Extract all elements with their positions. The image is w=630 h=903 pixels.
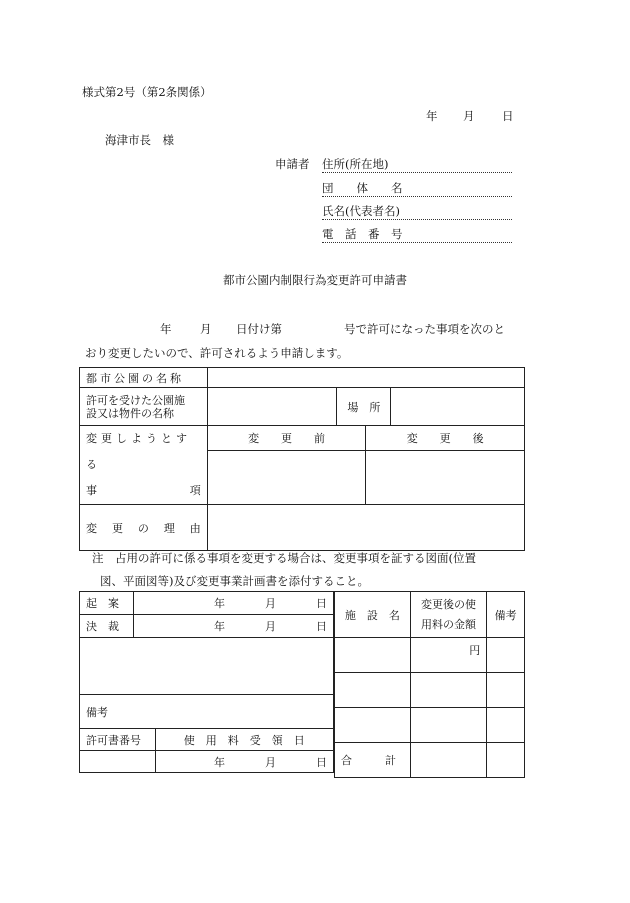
kian-day: 日	[316, 597, 327, 610]
place-label: 場 所	[337, 388, 391, 426]
fee-header-line1: 変更後の使	[421, 597, 476, 611]
applicant-group-label: 団 体 名	[322, 181, 403, 195]
note-line1: 注 占用の許可に係る事項を変更する場合は、変更事項を証する図面(位置	[92, 551, 476, 565]
fee-row3[interactable]	[410, 708, 486, 743]
kessai-date[interactable]	[133, 615, 333, 638]
reason-text	[86, 520, 201, 536]
park-name-value[interactable]	[207, 368, 524, 388]
applicant-group[interactable]	[322, 180, 512, 197]
yen-cell[interactable]: 円	[410, 638, 486, 673]
change-item-word2: 項	[189, 484, 201, 497]
date-day: 日	[502, 109, 514, 123]
office-table-left	[79, 591, 334, 773]
change-item-label	[80, 426, 208, 505]
reason-char-5: 由	[189, 521, 201, 535]
kessai-year: 年	[214, 620, 225, 633]
after-header: 変 更 後	[366, 426, 525, 451]
body-month: 月	[200, 322, 212, 336]
before-value[interactable]	[207, 450, 366, 504]
reason-char-3: の	[137, 521, 149, 535]
applicant-label: 申請者	[275, 157, 310, 171]
body-year: 年	[160, 322, 172, 336]
date-month: 月	[463, 109, 475, 123]
document-title: 都市公園内制限行為変更許可申請書	[223, 273, 407, 287]
fee-date-label: 使 用 料 受 領 日	[155, 729, 333, 751]
facility-value[interactable]	[207, 388, 337, 426]
addressee: 海津市長 様	[105, 133, 174, 147]
permit-no-value[interactable]	[80, 751, 156, 773]
before-header: 変 更 前	[207, 426, 366, 451]
change-item-line1: 変更しようとする	[86, 432, 191, 471]
fee-row2[interactable]	[410, 673, 486, 708]
fee-header	[410, 592, 486, 638]
kian-date[interactable]	[133, 592, 333, 615]
after-value[interactable]	[366, 450, 525, 504]
facility-name-header: 施 設 名	[335, 592, 411, 638]
fee-day: 日	[316, 755, 327, 769]
body-date-suffix: 日付け第	[236, 322, 282, 336]
facility-row2[interactable]	[335, 673, 411, 708]
reason-char-2: 更	[111, 521, 123, 535]
change-item-line2	[86, 478, 201, 504]
form-number: 様式第2号（第2条関係）	[82, 85, 212, 99]
facility-label-line2: 設又は物件の名称	[86, 406, 174, 420]
reason-char-4: 理	[163, 521, 175, 535]
total-label: 合 計	[335, 743, 411, 778]
facility-label-line1: 許可を受けた公園施	[86, 393, 185, 407]
applicant-name-label: 氏名(代表者名)	[322, 204, 400, 218]
applicant-address[interactable]	[322, 156, 512, 173]
biko-row2[interactable]	[487, 673, 525, 708]
change-item-word1: 事	[86, 484, 97, 497]
change-table	[79, 367, 525, 551]
facility-label	[80, 388, 208, 426]
applicant-phone[interactable]	[322, 226, 512, 243]
kian-year: 年	[214, 597, 225, 610]
reason-char-1: 変	[86, 521, 97, 535]
biko-row1[interactable]	[487, 638, 525, 673]
reason-label	[80, 505, 208, 551]
kian-month: 月	[265, 597, 276, 610]
fee-year: 年	[214, 755, 225, 769]
body-tail: 号で許可になった事項を次のと	[344, 322, 505, 336]
body-line2: おり変更したいので、許可されるよう申請します。	[85, 346, 349, 360]
office-table-right	[334, 591, 525, 778]
note-line2: 図、平面図等)及び変更事業計画書を添付すること。	[100, 574, 369, 588]
fee-date-value[interactable]	[155, 751, 333, 773]
applicant-address-label: 住所(所在地)	[322, 157, 389, 171]
kian-label: 起 案	[80, 592, 134, 615]
facility-row1[interactable]	[335, 638, 411, 673]
biko-row3[interactable]	[487, 708, 525, 743]
permit-no-label: 許可書番号	[80, 729, 156, 751]
fee-header-line2: 用料の金額	[421, 617, 476, 631]
applicant-name[interactable]	[322, 203, 512, 220]
applicant-phone-label: 電 話 番 号	[322, 227, 403, 241]
kessai-label: 決 裁	[80, 615, 134, 638]
biko-left: 備考	[80, 695, 334, 729]
reason-value[interactable]	[207, 505, 524, 551]
kessai-month: 月	[265, 620, 276, 633]
total-biko[interactable]	[487, 743, 525, 778]
facility-row3[interactable]	[335, 708, 411, 743]
fee-month: 月	[265, 755, 276, 769]
date-year: 年	[426, 109, 438, 123]
biko-right-header: 備考	[487, 592, 525, 638]
kessai-day: 日	[316, 620, 327, 633]
blank-area[interactable]	[80, 638, 334, 695]
place-value[interactable]	[391, 388, 525, 426]
park-name-label	[80, 368, 208, 388]
park-name-text: 都市公園の名称	[86, 371, 184, 385]
total-value[interactable]	[410, 743, 486, 778]
